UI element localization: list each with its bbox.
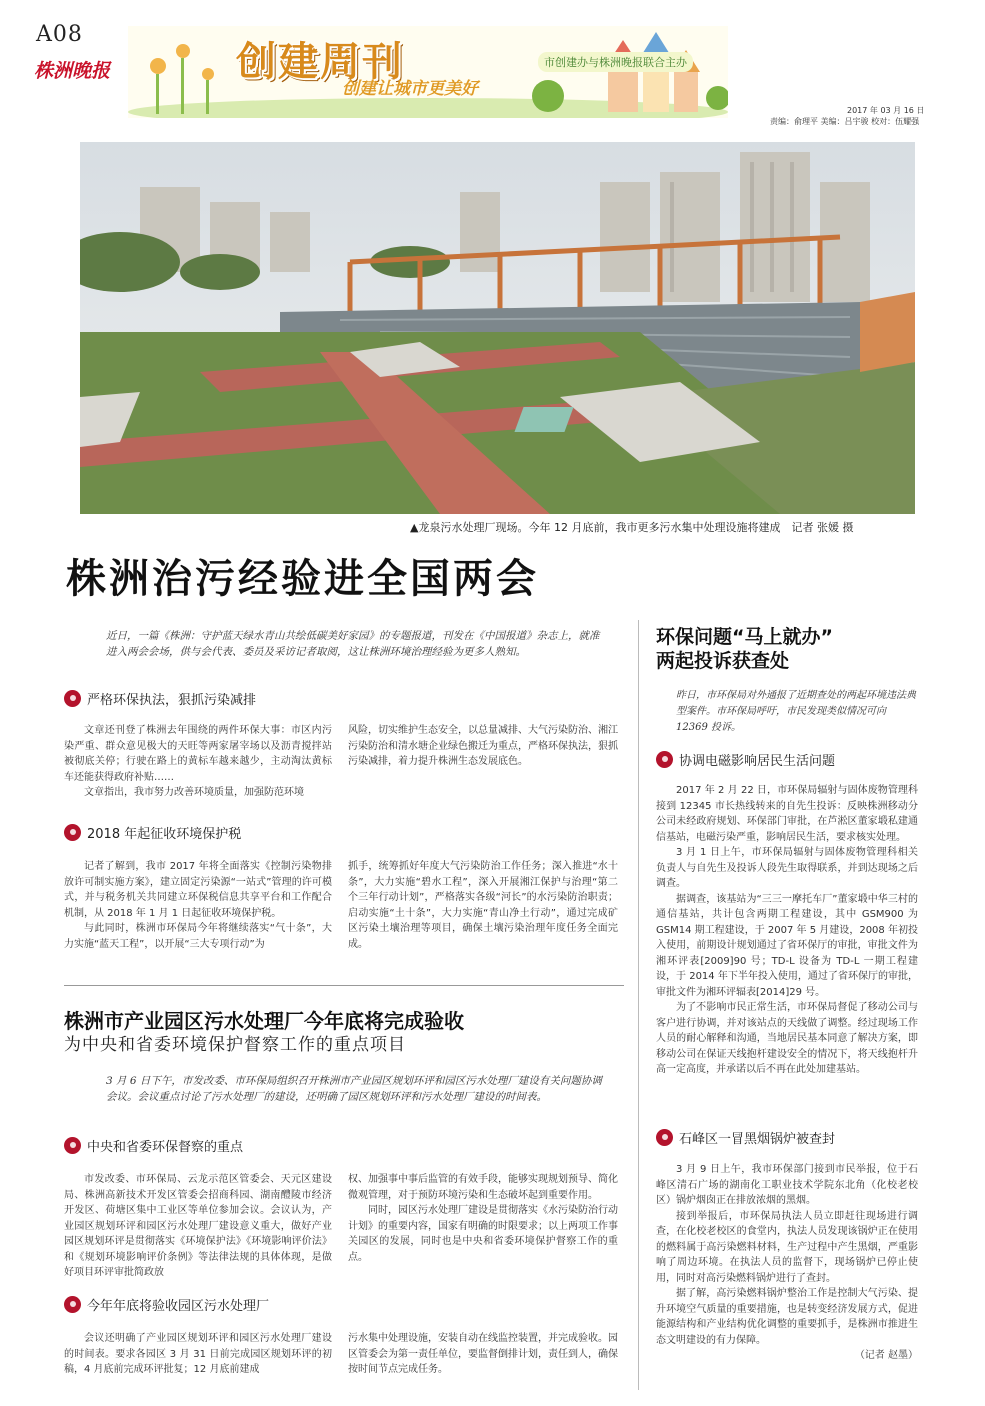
- section-heading: [64, 1136, 243, 1155]
- right-article-intro: 昨日，市环保局对外通报了近期查处的两起环境违法典型案件。市环保局呼吁，市民发现类似情况可向 12369 投诉。: [676, 690, 916, 733]
- section-heading: [64, 823, 241, 842]
- section-title: 石峰区一冒黑烟锅炉被查封: [679, 1132, 836, 1147]
- section-heading: [64, 1295, 269, 1314]
- bullet-icon: [64, 690, 81, 707]
- section-title: 协调电磁影响居民生活问题: [679, 754, 836, 769]
- paragraph: 市发改委、市环保局、云龙示范区管委会、天元区建设局、株洲高新技术开发区管委会招商科园、湖南醴陵市经济开发区、荷塘区集中工业区等单位参加会议。会议认为，产业园区规划环评和园区污水处理厂建设意义重大，做好产业园区规划环评是贯彻落实《环境保护法》《环境影响评价法》和《规划环境影响评价条例》等法律法规的具体体现，是做好项目环评审批简政放: [64, 1174, 332, 1278]
- issue-date: 2017 年 03 月 16 日: [847, 106, 925, 115]
- section-title: 今年年底将验收园区污水处理厂: [87, 1299, 270, 1314]
- paragraph: 据了解，高污染燃料锅炉整治工作是控制大气污染、提升环境空气质量的重要措施，也是转变经济发展方式，促进能源结构和产业结构优化调整的重要抓手，是株洲市推进生态文明建设的有力保障。: [656, 1288, 918, 1346]
- divider: [64, 985, 624, 986]
- paragraph: 3 月 9 日上午，我市环保部门接到市民举报，位于石峰区清石广场的湖南化工职业技术学院东北角（化校老校区）锅炉烟囱正在排放浓烟的黑烟。: [656, 1164, 918, 1206]
- paragraph: 为了不影响市民正常生活，市环保局督促了移动公司与客户进行协调，并对该站点的天线做了调整。经过现场工作人员的耐心解释和沟通，当地居民基本同意了解决方案，即移动公司在保证天线抱杆建设安全的情况下，将天线抱杆升高一定高度，并承诺以后不再在此处加建基站。: [656, 1002, 918, 1075]
- bullet-icon: [656, 1129, 673, 1146]
- page-number: A08: [36, 22, 83, 47]
- article-subtitle: 为中央和省委环境保护督察工作的重点项目: [64, 1035, 406, 1055]
- text-column: [656, 783, 918, 1078]
- text-column: [656, 1162, 918, 1364]
- section-heading: [656, 1128, 835, 1147]
- paragraph: 与此同时，株洲市环保局今年将继续落实“气十条”，大力实施“蓝天工程”，以开展“三大专项行动”为: [64, 923, 332, 950]
- text-column: [348, 1331, 618, 1378]
- bullet-icon: [64, 1137, 81, 1154]
- text-column: [348, 859, 618, 952]
- paragraph: 会议还明确了产业园区规划环评和园区污水处理厂建设的时间表。要求各园区 3 月 31 日前完成园区规划环评的初稿，4 月底前完成环评批复；12 月底前建成: [64, 1333, 332, 1375]
- section-heading: [64, 689, 256, 708]
- paragraph: 3 月 1 日上午，市环保局辐射与固体废物管理科相关负责人与自先生及投诉人段先生取得联系，并到达现场之后调查。: [656, 847, 918, 889]
- banner-illustration: [128, 26, 728, 118]
- article-title: 株洲市产业园区污水处理厂今年底将完成验收: [64, 1009, 464, 1033]
- paper-name: 株洲晚报: [34, 60, 111, 82]
- main-intro: 近日，一篇《株洲：守护蓝天绿水青山共绘低碳美好家园》的专题报道，刊发在《中国报道》杂志上，就准进入两会会场，供与会代表、委员及采访记者取阅，这让株洲环境治理经验为更多人熟知。: [106, 630, 600, 658]
- photo-caption: ▲龙泉污水处理厂现场。今年 12 月底前，我市更多污水集中处理设施将建成 记者 张媛 摄: [410, 521, 854, 534]
- paragraph: 同时，园区污水处理厂建设是贯彻落实《水污染防治行动计划》的重要内容，国家有明确的时限要求；以上两项工作事关园区的发展，同时也是中央和省委环境保护督察工作的重点。: [348, 1205, 618, 1263]
- section-title: 2018 年起征收环境保护税: [87, 827, 242, 842]
- paragraph: 2017 年 2 月 22 日，市环保局辐射与固体废物管理科接到 12345 市长热线转来的自先生投诉：反映株洲移动分公司未经政府规划、环保部门审批，在芦淞区董家塅私建通信基站，电磁污染严重，影响居民生活，要求核实处理。: [656, 785, 918, 843]
- text-column: [348, 723, 618, 770]
- right-article-title: [656, 625, 833, 673]
- paragraph: 权、加强事中事后监管的有效手段，能够实现规划预导、简化微观管理，对于预防环境污染和生态破坏起到重要作用。: [348, 1174, 618, 1201]
- paragraph: 记者了解到，我市 2017 年将全面落实《控制污染物排放许可制实施方案》，建立固定污染源“一站式”管理的许可模式，并与税务机关共同建立环保税信息共享平台和工作配合机制，从 2018 年 1 月 1 日起征收环境保护税。: [64, 861, 332, 919]
- banner-title: 创建周刊: [236, 39, 404, 85]
- article-intro: 3 月 6 日下午，市发改委、市环保局组织召开株洲市产业园区规划环评和园区污水处理厂建设有关问题协调会议。会议重点讨论了污水处理厂的建设，还明确了园区规划环评和污水处理厂建设的时间表。: [106, 1075, 602, 1103]
- paragraph: 接到举报后，市环保局执法人员立即赶往现场进行调查，在化校老校区的食堂内，执法人员发现该锅炉正在使用的燃料属于高污染燃料材料，生产过程中产生黑烟，严重影响了周边环境。在执法人员的监督下，现场锅炉已停止使用，同时对高污染燃料锅炉进行了查封。: [656, 1210, 918, 1284]
- section-title: 中央和省委环保督察的重点: [87, 1140, 244, 1155]
- main-headline: 株洲治污经验进全国两会: [66, 556, 539, 602]
- bullet-icon: [64, 1296, 81, 1313]
- news-photo: [80, 142, 915, 514]
- title-line: 两起投诉获查处: [656, 650, 790, 672]
- staff-credits: 责编：俞理平 美编：吕宇骏 校对：伍耀强: [770, 117, 920, 126]
- text-column: [64, 1172, 332, 1281]
- paragraph: 风险，切实维护生态安全，以总量减排、大气污染防治、湘江污染防治和清水塘企业绿色搬迁为重点，严格环保执法，狠抓污染减排，着力提升株洲生态发展底色。: [348, 725, 618, 767]
- paragraph: 文章还刊登了株洲去年围绕的两件环保大事：市区内污染严重、群众意见极大的天旺等两家屠宰场以及沥青搅拌站被彻底关停；行驶在路上的黄标车越来越少，主动淘汰黄标车还能获得政府补贴……: [64, 725, 332, 783]
- bullet-icon: [656, 751, 673, 768]
- title-line: 环保问题“马上就办”: [656, 626, 833, 648]
- section-title: 严格环保执法，狠抓污染减排: [87, 693, 257, 708]
- text-column: [64, 859, 332, 952]
- byline: （记者 赵墨）: [854, 1350, 918, 1361]
- text-column: [64, 723, 332, 801]
- paragraph: 污水集中处理设施，安装自动在线监控装置，并完成验收。园区管委会为第一责任单位，要监督倒排计划，责任到人，确保按时间节点完成任务。: [348, 1333, 618, 1375]
- column-divider: [638, 620, 639, 1390]
- paragraph: 抓手，统筹抓好年度大气污染防治工作任务；深入推进“水十条”，大力实施“碧水工程”，深入开展湘江保护与治理“第二个三年行动计划”，严格落实各级“河长”的水污染防治职责；启动实施“土十条”，大力实施“青山净土行动”，通过完成矿区污染土壤治理等项目，确保土壤污染治理年度任务全面完成。: [348, 861, 618, 950]
- section-heading: [656, 750, 835, 769]
- banner-organizer: 市创建办与株洲晚报联合主办: [538, 52, 693, 72]
- text-column: [348, 1172, 618, 1265]
- sewage-plant-photo: [80, 142, 915, 514]
- paragraph: 据调查，该基站为“三三一摩托车厂”董家塅中华三村的通信基站，共计包含两期工程建设，其中 GSM900 为 GSM14 期工程建设，于 2007 年 5 月建设，2008 年初投入使用，前期设计规划通过了省环保厅的审批，审批文件为湘环评表[2009]90 号；TD-L 设备为 TD-L 一期工程建设，于 2014 年下半年投入使用，通过了省环保厅的审批，审批文件为湘环评辐表[2014]29 号。: [656, 893, 918, 998]
- bullet-icon: [64, 824, 81, 841]
- paragraph: 文章指出，我市努力改善环境质量，加强防范环境: [84, 787, 304, 798]
- text-column: [64, 1331, 332, 1378]
- banner-subtitle: 创建让城市更美好: [342, 79, 478, 99]
